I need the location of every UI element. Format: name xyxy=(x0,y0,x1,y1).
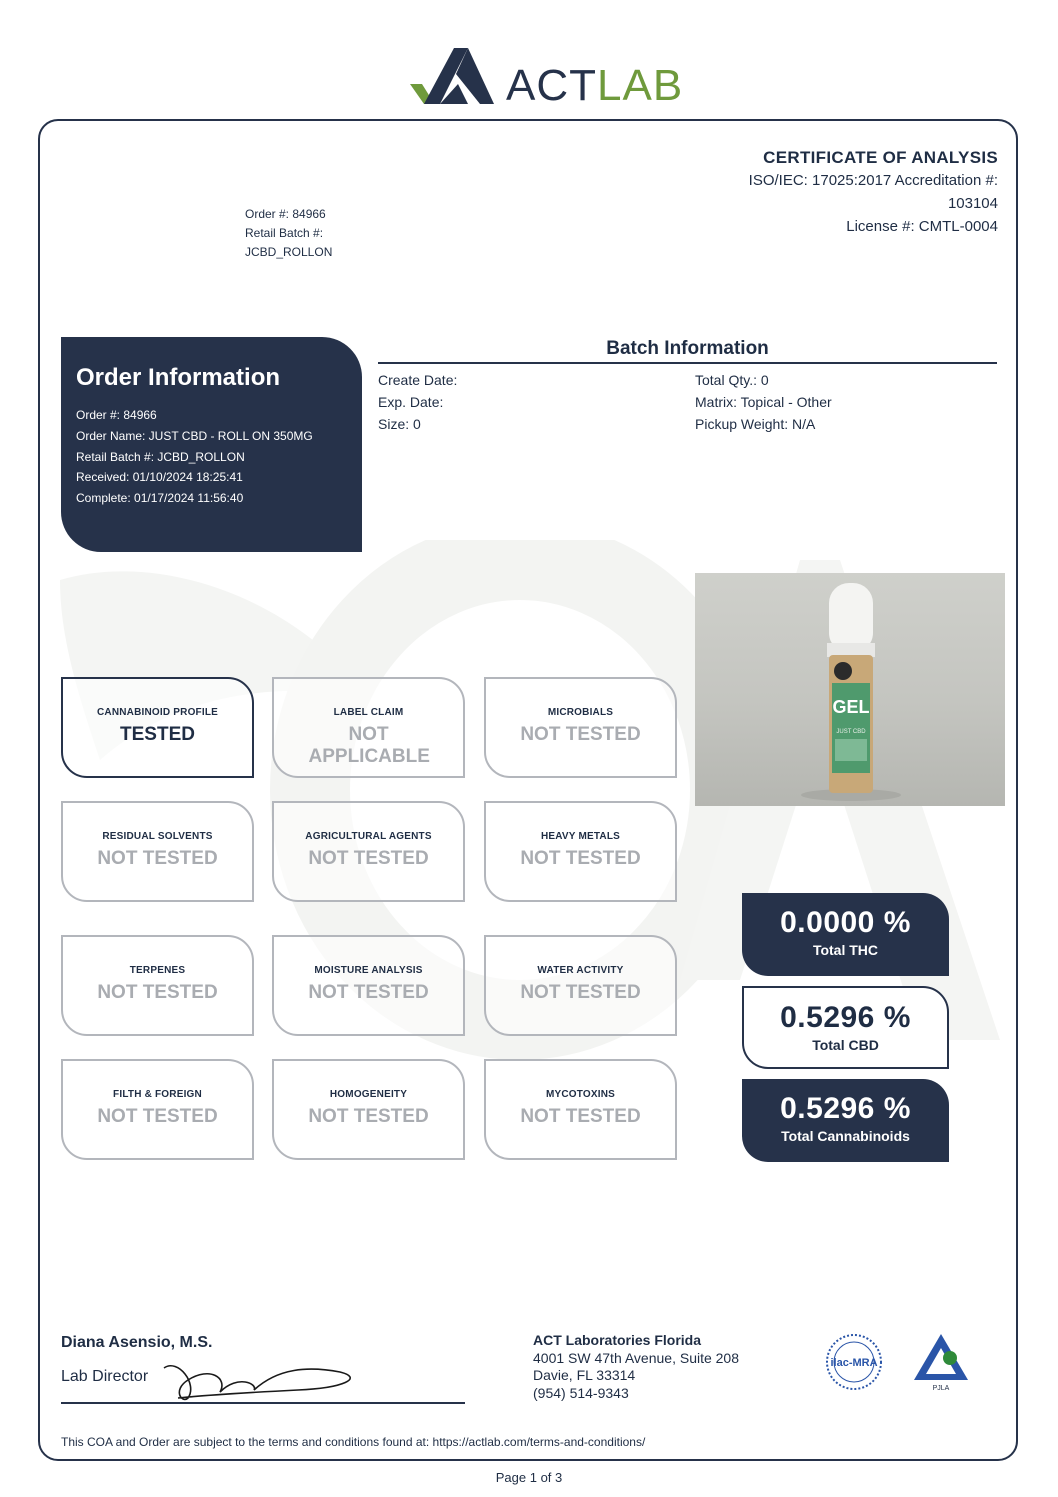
test-name: WATER ACTIVITY xyxy=(537,965,624,976)
signature-icon xyxy=(158,1354,378,1404)
test-name: AGRICULTURAL AGENTS xyxy=(305,831,432,842)
test-box xyxy=(272,1059,465,1160)
test-name: RESIDUAL SOLVENTS xyxy=(102,831,213,842)
lab-address-block xyxy=(533,1332,739,1402)
test-box xyxy=(61,677,254,778)
terms-text: This COA and Order are subject to the terms and conditions found at: xyxy=(61,1435,433,1449)
order-information-title: Order Information xyxy=(76,364,281,391)
test-status: NOT TESTED xyxy=(308,848,429,869)
test-status: NOT TESTED xyxy=(97,982,218,1003)
total-value: 0.5296 % xyxy=(780,1092,911,1125)
accreditation-number: 103104 xyxy=(947,195,998,212)
total-label: Total THC xyxy=(812,942,879,958)
total-value: 0.0000 % xyxy=(780,906,911,939)
test-status: NOT TESTED xyxy=(520,982,641,1003)
brand-wordmark xyxy=(506,61,684,110)
test-status: NOT TESTED xyxy=(520,1106,641,1127)
pjla-badge-icon xyxy=(910,1330,972,1394)
batch-info-right xyxy=(695,369,832,435)
test-name: TERPENES xyxy=(129,965,186,976)
ilac-mra-badge-icon xyxy=(823,1332,885,1392)
certificate-title: CERTIFICATE OF ANALYSIS xyxy=(763,148,998,167)
test-box xyxy=(484,801,677,902)
batch-information-title: Batch Information xyxy=(378,338,997,364)
test-name: FILTH & FOREIGN xyxy=(113,1089,202,1100)
certificate-block xyxy=(678,146,998,238)
ilac-badge-text: ilac-MRA xyxy=(830,1357,878,1369)
test-box xyxy=(61,1059,254,1160)
test-box xyxy=(272,801,465,902)
batch-create-date: Create Date: xyxy=(378,372,458,388)
lab-name: ACT Laboratories Florida xyxy=(533,1332,702,1348)
total-box xyxy=(742,893,949,976)
test-name: LABEL CLAIM xyxy=(333,707,404,718)
test-name: CANNABINOID PROFILE xyxy=(96,707,219,718)
test-box xyxy=(61,935,254,1036)
batch-matrix: Matrix: Topical - Other xyxy=(695,394,832,410)
test-box xyxy=(484,677,677,778)
total-label: Total CBD xyxy=(812,1037,879,1053)
total-box xyxy=(742,1079,949,1162)
total-box xyxy=(742,986,949,1069)
page-number: Page 1 of 3 xyxy=(495,1470,563,1485)
order-info-line: Order #: 84966 xyxy=(76,408,157,422)
order-info-line: Complete: 01/17/2024 11:56:40 xyxy=(76,491,244,506)
test-name: MYCOTOXINS xyxy=(545,1089,616,1100)
total-label: Total Cannabinoids xyxy=(781,1128,910,1144)
lab-phone: (954) 514-9343 xyxy=(533,1384,629,1401)
terms-link[interactable]: https://actlab.com/terms-and-conditions/ xyxy=(432,1435,646,1449)
director-name: Diana Asensio, M.S. xyxy=(61,1334,213,1351)
test-name: MOISTURE ANALYSIS xyxy=(314,965,423,976)
test-status: TESTED xyxy=(120,724,195,745)
retail-batch-label: Retail Batch #: xyxy=(245,226,324,240)
test-box xyxy=(272,677,465,778)
test-name: HOMOGENEITY xyxy=(329,1089,408,1100)
batch-exp-date: Exp. Date: xyxy=(378,394,444,410)
test-status: NOT TESTED xyxy=(97,848,218,869)
total-value: 0.5296 % xyxy=(780,1001,911,1034)
test-status: NOT TESTED xyxy=(308,1106,429,1127)
retail-batch-value: JCBD_ROLLON xyxy=(245,245,333,259)
product-brand-text: JUST CBD xyxy=(836,729,866,735)
lab-address-line1: 4001 SW 47th Avenue, Suite 208 xyxy=(533,1349,740,1366)
test-box xyxy=(272,935,465,1036)
brand-name-part1: ACT xyxy=(506,61,597,110)
order-info-line: Received: 01/10/2024 18:25:41 xyxy=(76,470,243,485)
batch-pickup-weight: Pickup Weight: N/A xyxy=(695,416,816,432)
roll-on-bottle-icon xyxy=(695,573,1005,806)
test-box xyxy=(61,801,254,902)
order-info-line: Order Name: JUST CBD - ROLL ON 350MG xyxy=(76,428,313,443)
test-status: NOT TESTED xyxy=(308,982,429,1003)
test-name: MICROBIALS xyxy=(547,707,614,718)
test-box xyxy=(484,935,677,1036)
pjla-badge-text: PJLA xyxy=(932,1385,950,1392)
test-status: NOT APPLICABLE xyxy=(308,724,430,767)
brand-name-part2: LAB xyxy=(597,61,684,110)
order-info-line: Retail Batch #: JCBD_ROLLON xyxy=(76,449,245,464)
accreditation-label: ISO/IEC: 17025:2017 Accreditation #: xyxy=(748,172,998,189)
license-number: License #: CMTL-0004 xyxy=(846,218,998,235)
order-summary-mini xyxy=(245,205,332,262)
terms-notice xyxy=(61,1435,645,1449)
order-number: Order #: 84966 xyxy=(245,207,326,221)
test-box xyxy=(484,1059,677,1160)
test-status: NOT TESTED xyxy=(520,724,641,745)
order-information-card xyxy=(61,337,362,552)
batch-info-left xyxy=(378,369,457,435)
test-name: HEAVY METALS xyxy=(540,831,621,842)
signature-line xyxy=(61,1402,465,1404)
product-photo xyxy=(695,573,1005,806)
product-label-text: GEL xyxy=(832,697,870,717)
batch-size: Size: 0 xyxy=(378,416,421,432)
test-status: NOT TESTED xyxy=(97,1106,218,1127)
test-status: NOT TESTED xyxy=(520,848,641,869)
batch-total-qty: Total Qty.: 0 xyxy=(695,372,769,388)
lab-address-line2: Davie, FL 33314 xyxy=(533,1367,636,1383)
director-title: Lab Director xyxy=(61,1368,149,1385)
